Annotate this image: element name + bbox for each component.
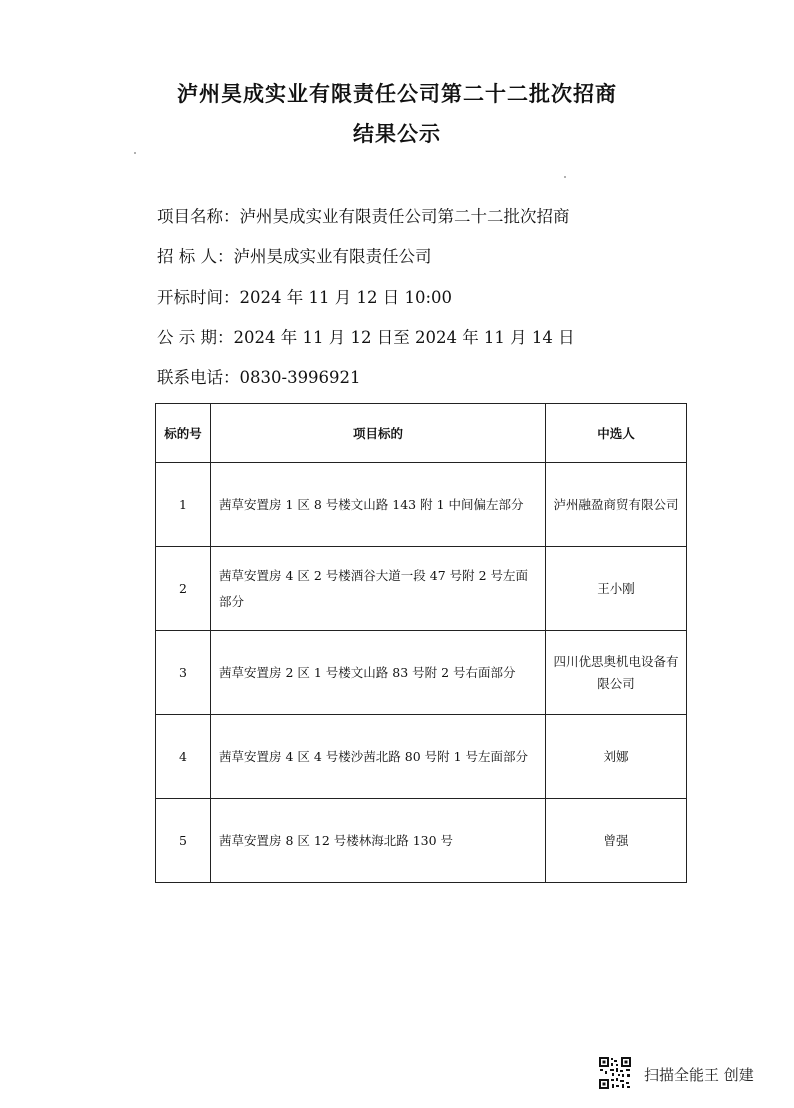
lot-number-cell: 3 [156, 631, 211, 715]
project-item-cell: 茜草安置房 8 区 12 号楼林海北路 130 号 [211, 799, 546, 883]
table-row [156, 631, 687, 715]
results-table [155, 403, 687, 883]
header-winner: 中选人 [546, 404, 687, 463]
project-item-cell: 茜草安置房 4 区 4 号楼沙茜北路 80 号附 1 号左面部分 [211, 715, 546, 799]
phone-row [157, 364, 361, 388]
document-title-line1: 泸州昊成实业有限责任公司第二十二批次招商 [177, 81, 617, 106]
open-time-label: 开标时间： [157, 288, 240, 307]
project-item-cell: 茜草安置房 1 区 8 号楼文山路 143 附 1 中间偏左部分 [211, 463, 546, 547]
header-lot-number: 标的号 [156, 404, 211, 463]
public-period-label: 公 示 期： [157, 328, 234, 347]
lot-number-cell: 5 [156, 799, 211, 883]
winner-cell: 刘娜 [546, 715, 687, 799]
project-name-row [157, 203, 570, 227]
winner-cell: 四川优思奥机电设备有限公司 [546, 631, 687, 715]
winner-cell: 王小刚 [546, 547, 687, 631]
lot-number-cell: 2 [156, 547, 211, 631]
tenderer-value: 泸州昊成实业有限责任公司 [233, 247, 432, 266]
table-header-row [156, 404, 687, 463]
qr-code-icon [598, 1056, 632, 1090]
project-name-value: 泸州昊成实业有限责任公司第二十二批次招商 [239, 207, 570, 226]
scanner-watermark-text: 扫描全能王 创建 [644, 1066, 754, 1084]
lot-number-cell: 1 [156, 463, 211, 547]
winner-cell: 泸州融盈商贸有限公司 [546, 463, 687, 547]
table-row [156, 799, 687, 883]
project-item-cell: 茜草安置房 4 区 2 号楼酒谷大道一段 47 号附 2 号左面部分 [211, 547, 546, 631]
lot-number-cell: 4 [156, 715, 211, 799]
header-project-item: 项目标的 [211, 404, 546, 463]
table-row [156, 715, 687, 799]
scan-speck [134, 152, 136, 154]
tenderer-row [157, 243, 432, 267]
phone-label: 联系电话： [157, 368, 240, 387]
public-period-value: 2024 年 11 月 12 日至 2024 年 11 月 14 日 [233, 328, 575, 347]
open-time-value: 2024 年 11 月 12 日 10:00 [239, 288, 453, 307]
public-period-row [157, 324, 575, 348]
document-title-line2: 结果公示 [353, 121, 441, 146]
table-row [156, 463, 687, 547]
scan-speck [564, 176, 566, 178]
tenderer-label: 招 标 人： [157, 247, 234, 266]
winner-cell: 曾强 [546, 799, 687, 883]
table-row [156, 547, 687, 631]
open-time-row [157, 284, 452, 308]
project-name-label: 项目名称： [157, 207, 240, 226]
phone-value: 0830-3996921 [239, 368, 361, 387]
project-item-cell: 茜草安置房 2 区 1 号楼文山路 83 号附 2 号右面部分 [211, 631, 546, 715]
